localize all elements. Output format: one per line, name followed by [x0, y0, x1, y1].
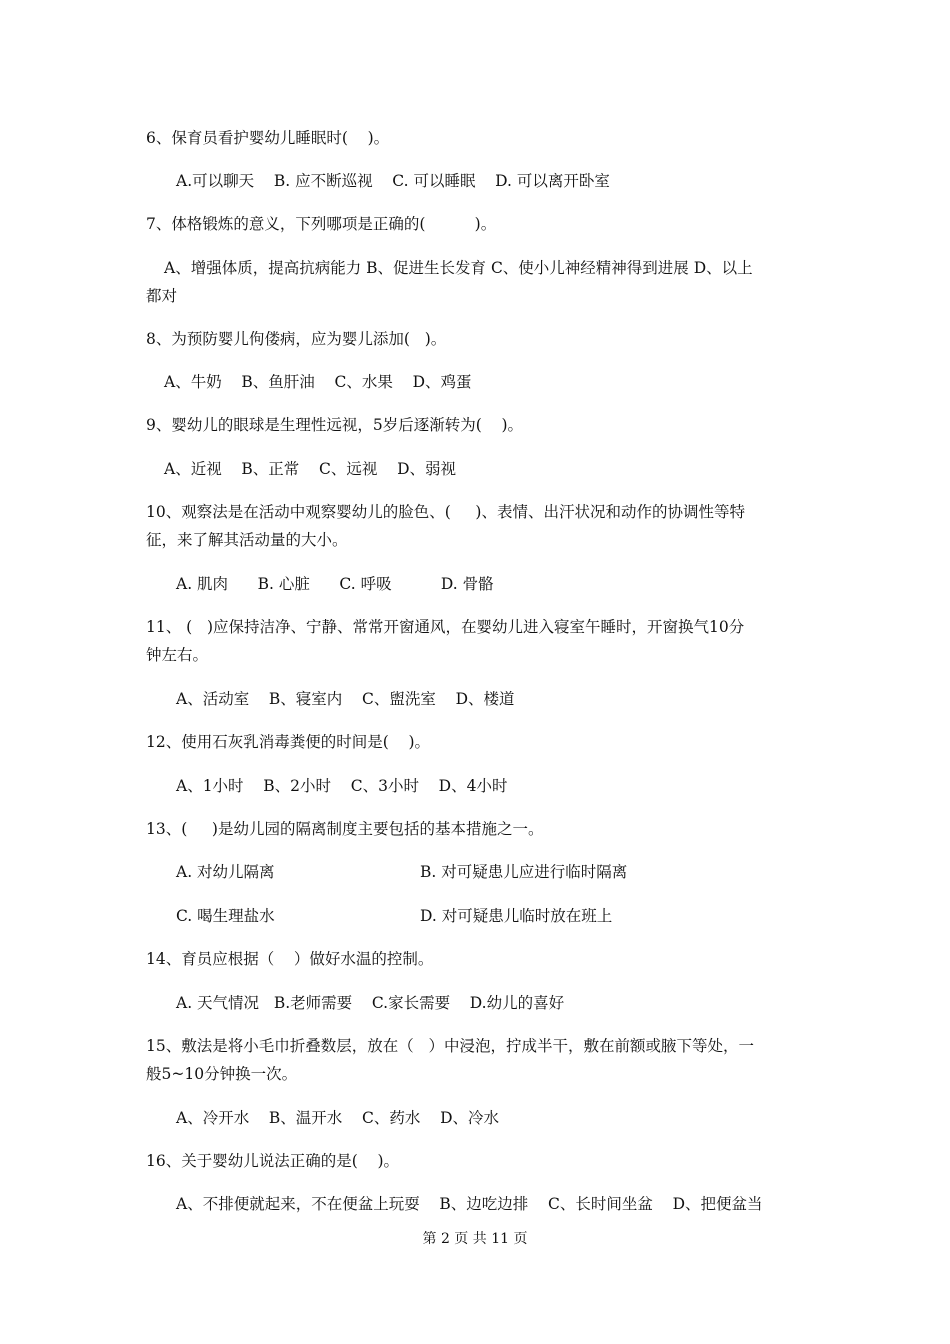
question-11-line-2: 钟左右。 [146, 646, 209, 664]
page-footer: 第 2 页 共 11 页 [422, 1231, 528, 1247]
question-7-options-line-1: A、增强体质，提高抗病能力 B、促进生长发育 C、使小儿神经精神得到进展 D、以上 [164, 259, 753, 277]
question-7: 7、体格锻炼的意义，下列哪项是正确的( )。 [146, 215, 497, 233]
question-16-options: A、不排便就起来，不在便盆上玩耍 B、边吃边排 C、长时间坐盆 D、把便盆当 [176, 1195, 763, 1213]
question-16: 16、关于婴幼儿说法正确的是( )。 [146, 1152, 400, 1170]
question-12-options: A、1小时 B、2小时 C、3小时 D、4小时 [176, 777, 508, 795]
question-11-line-1: 11、 ( )应保持洁净、宁静、常常开窗通风，在婴幼儿进入寝室午睡时，开窗换气10分 [146, 618, 745, 636]
question-13-option-a: A. 对幼儿隔离 [176, 863, 275, 881]
question-8: 8、为预防婴儿佝偻病，应为婴儿添加( )。 [146, 330, 447, 348]
question-6-options: A.可以聊天 B. 应不断巡视 C. 可以睡眠 D. 可以离开卧室 [176, 172, 610, 190]
question-14-options: A. 天气情况 B.老师需要 C.家长需要 D.幼儿的喜好 [176, 994, 565, 1012]
question-10-line-2: 征，来了解其活动量的大小。 [146, 531, 348, 549]
question-15-options: A、冷开水 B、温开水 C、药水 D、冷水 [176, 1109, 499, 1127]
question-10-options: A. 肌肉 B. 心脏 C. 呼吸 D. 骨骼 [176, 575, 494, 593]
question-13-option-b: B. 对可疑患儿应进行临时隔离 [420, 863, 628, 881]
question-13: 13、( )是幼儿园的隔离制度主要包括的基本措施之一。 [146, 820, 544, 838]
question-7-options-line-2: 都对 [146, 287, 178, 305]
question-11-options: A、活动室 B、寝室内 C、盥洗室 D、楼道 [176, 690, 515, 708]
question-6: 6、保育员看护婴幼儿睡眠时( )。 [146, 129, 390, 147]
question-15-line-2: 般5~10分钟换一次。 [146, 1065, 298, 1083]
question-8-options: A、牛奶 B、鱼肝油 C、水果 D、鸡蛋 [164, 373, 472, 391]
question-13-option-c: C. 喝生理盐水 [176, 907, 275, 925]
question-14: 14、育员应根据（ ）做好水温的控制。 [146, 950, 434, 968]
question-12: 12、使用石灰乳消毒粪便的时间是( )。 [146, 733, 431, 751]
question-9: 9、婴幼儿的眼球是生理性远视，5岁后逐渐转为( )。 [146, 416, 524, 434]
question-13-option-d: D. 对可疑患儿临时放在班上 [420, 907, 613, 925]
question-9-options: A、近视 B、正常 C、远视 D、弱视 [164, 460, 456, 478]
question-15-line-1: 15、敷法是将小毛巾折叠数层，放在（ ）中浸泡，拧成半干，敷在前额或腋下等处，一 [146, 1037, 755, 1055]
question-10-line-1: 10、观察法是在活动中观察婴幼儿的脸色、( )、表情、出汗状况和动作的协调性等特 [146, 503, 745, 521]
